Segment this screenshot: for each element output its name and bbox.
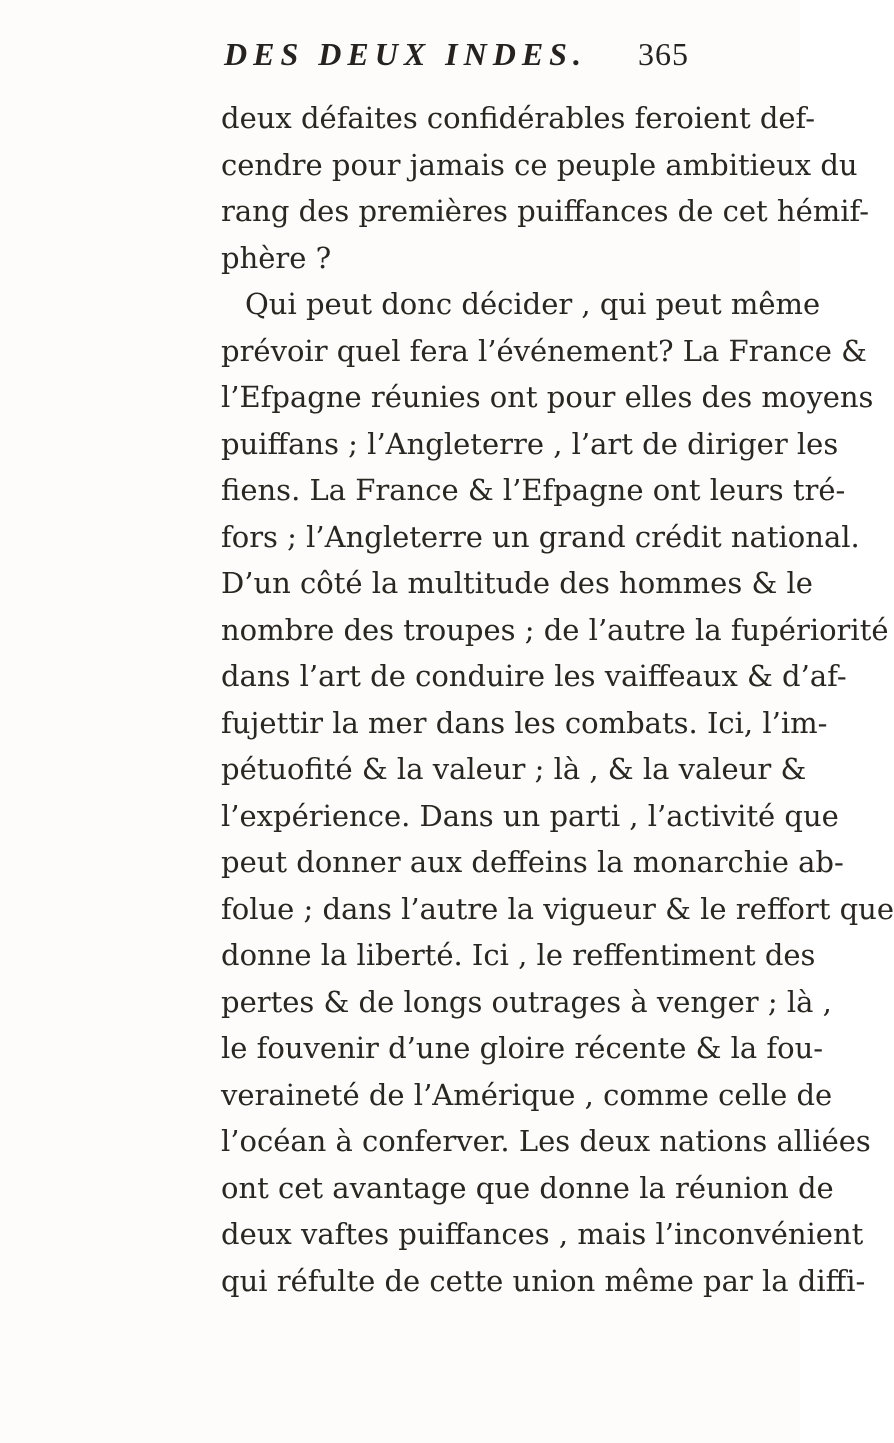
text-line: Qui peut donc décider , qui peut même (245, 287, 821, 321)
body-text (221, 95, 894, 1304)
text-line: prévoir quel fera l’événement? La France & (221, 333, 867, 368)
text-line: qui réfulte de cette union même par la diffi- (221, 1263, 866, 1298)
text-line: l’océan à conferver. Les deux nations alliées (221, 1124, 871, 1158)
text-line: veraineté de l’Amérique , comme celle de (221, 1077, 833, 1112)
text-line: D’un côté la multitude des hommes & le (221, 566, 813, 600)
running-head (224, 36, 689, 76)
text-line: deux défaites confidérables feroient def- (221, 101, 816, 135)
text-line: fujettir la mer dans les combats. Ici, l’im- (221, 705, 828, 740)
text-line: phère ? (221, 240, 332, 275)
text-line: puiffans ; l’Angleterre , l’art de diriger les (221, 426, 839, 461)
text-line: pertes & de longs outrages à venger ; là , (221, 984, 832, 1019)
running-head-title: DES DEUX INDES. (224, 36, 587, 72)
text-line: fiens. La France & l’Efpagne ont leurs tré- (221, 473, 846, 507)
text-line: ont cet avantage que donne la réunion de (221, 1170, 834, 1205)
text-line: l’expérience. Dans un parti , l’activité que (221, 798, 839, 833)
text-line: cendre pour jamais ce peuple ambitieux du (221, 147, 858, 182)
page-number: 365 (638, 36, 689, 72)
text-line: folue ; dans l’autre la vigueur & le reffort que (221, 891, 894, 926)
text-line: le fouvenir d’une gloire récente & la fou- (221, 1031, 824, 1065)
text-line: nombre des troupes ; de l’autre la fupériorité (221, 612, 889, 647)
text-line: pétuofité & la valeur ; là , & la valeur & (221, 752, 807, 786)
text-line: peut donner aux deffeins la monarchie ab- (221, 845, 844, 879)
text-line: rang des premières puiffances de cet hémif- (221, 194, 870, 228)
text-line: fors ; l’Angleterre un grand crédit national. (221, 519, 860, 554)
text-line: donne la liberté. Ici , le reffentiment des (221, 938, 816, 972)
text-line: dans l’art de conduire les vaiffeaux & d’af- (221, 659, 847, 693)
text-line: deux vaftes puiffances , mais l’inconvénient (221, 1217, 864, 1251)
text-line: l’Efpagne réunies ont pour elles des moyens (221, 380, 874, 414)
